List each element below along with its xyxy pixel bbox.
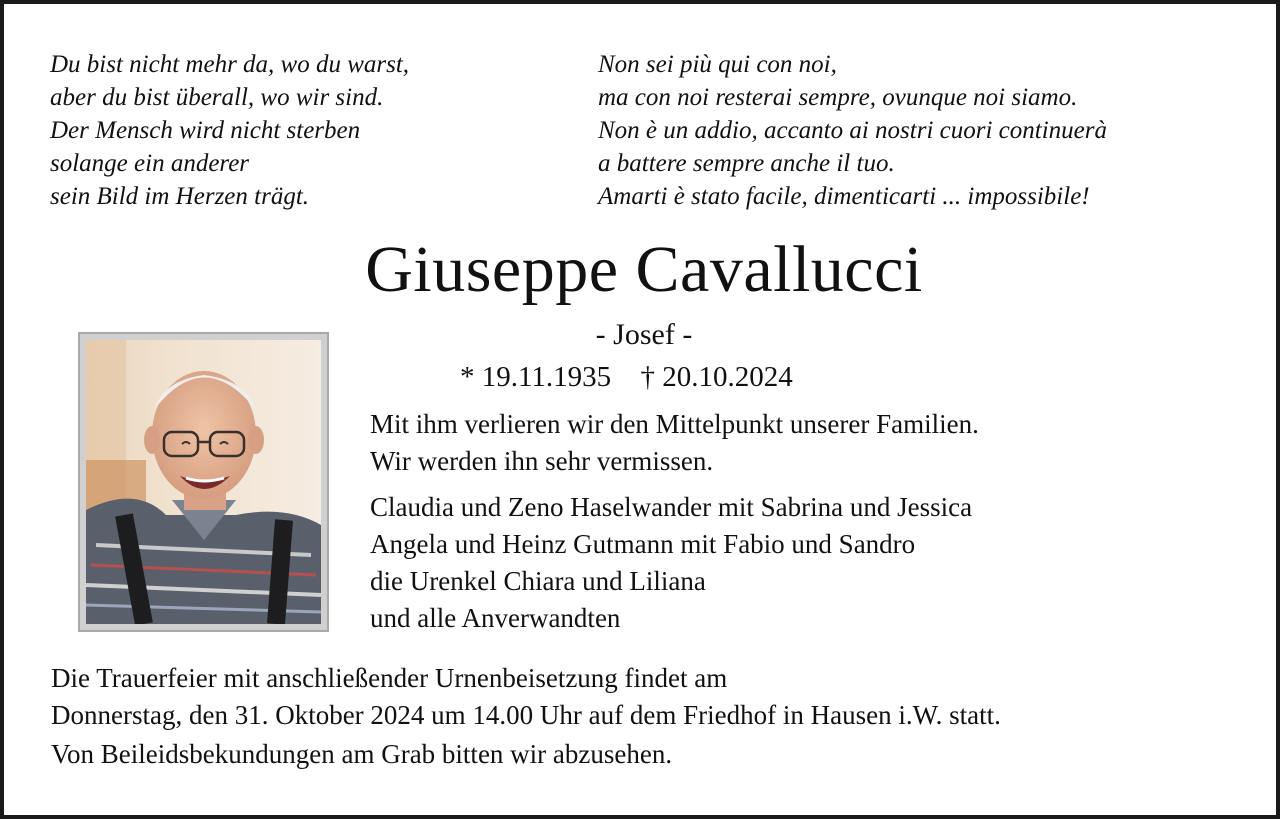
- message-line: Wir werden ihn sehr vermissen.: [370, 446, 714, 476]
- mourner-line: die Urenkel Chiara und Liliana: [370, 566, 706, 596]
- poem-line: solange ein anderer: [50, 150, 250, 177]
- poem-italian: [598, 48, 1107, 213]
- deceased-name: Giuseppe Cavallucci: [365, 233, 923, 306]
- mourner-line: und alle Anverwandten: [370, 603, 621, 633]
- mourner-line: Claudia und Zeno Haselwander mit Sabrina und Jessica: [370, 492, 973, 522]
- farewell-message: [370, 406, 979, 480]
- poem-line: Du bist nicht mehr da, wo du warst,: [50, 51, 410, 78]
- poem-line: a battere sempre anche il tuo.: [598, 150, 895, 177]
- mourners-list: [370, 489, 972, 637]
- birth-date: * 19.11.1935: [460, 361, 612, 393]
- ceremony-line: Die Trauerfeier mit anschließender Urnenbeisetzung findet am: [51, 663, 728, 693]
- portrait-photo: [78, 332, 329, 632]
- poem-line: Non è un addio, accanto ai nostri cuori continuerà: [598, 117, 1107, 144]
- poem-line: aber du bist überall, wo wir sind.: [50, 84, 384, 111]
- deceased-nickname: - Josef -: [595, 318, 693, 351]
- poem-line: Der Mensch wird nicht sterben: [50, 117, 361, 144]
- poem-german: [50, 48, 409, 213]
- ceremony-line: Donnerstag, den 31. Oktober 2024 um 14.00 Uhr auf dem Friedhof in Hausen i.W. statt.: [51, 700, 1001, 730]
- portrait-image: [86, 340, 321, 624]
- poem-line: sein Bild im Herzen trägt.: [50, 183, 310, 210]
- condolence-note: Von Beileidsbekundungen am Grab bitten wir abzusehen.: [51, 739, 673, 769]
- death-date: † 20.10.2024: [640, 361, 793, 393]
- funeral-info: [51, 660, 1001, 773]
- poem-line: Non sei più qui con noi,: [598, 51, 837, 78]
- mourner-line: Angela und Heinz Gutmann mit Fabio und Sandro: [370, 529, 916, 559]
- poem-line: Amarti è stato facile, dimenticarti ... impossibile!: [598, 183, 1090, 210]
- message-line: Mit ihm verlieren wir den Mittelpunkt unserer Familien.: [370, 409, 979, 439]
- life-dates: [460, 359, 793, 395]
- poem-line: ma con noi resterai sempre, ovunque noi siamo.: [598, 84, 1078, 111]
